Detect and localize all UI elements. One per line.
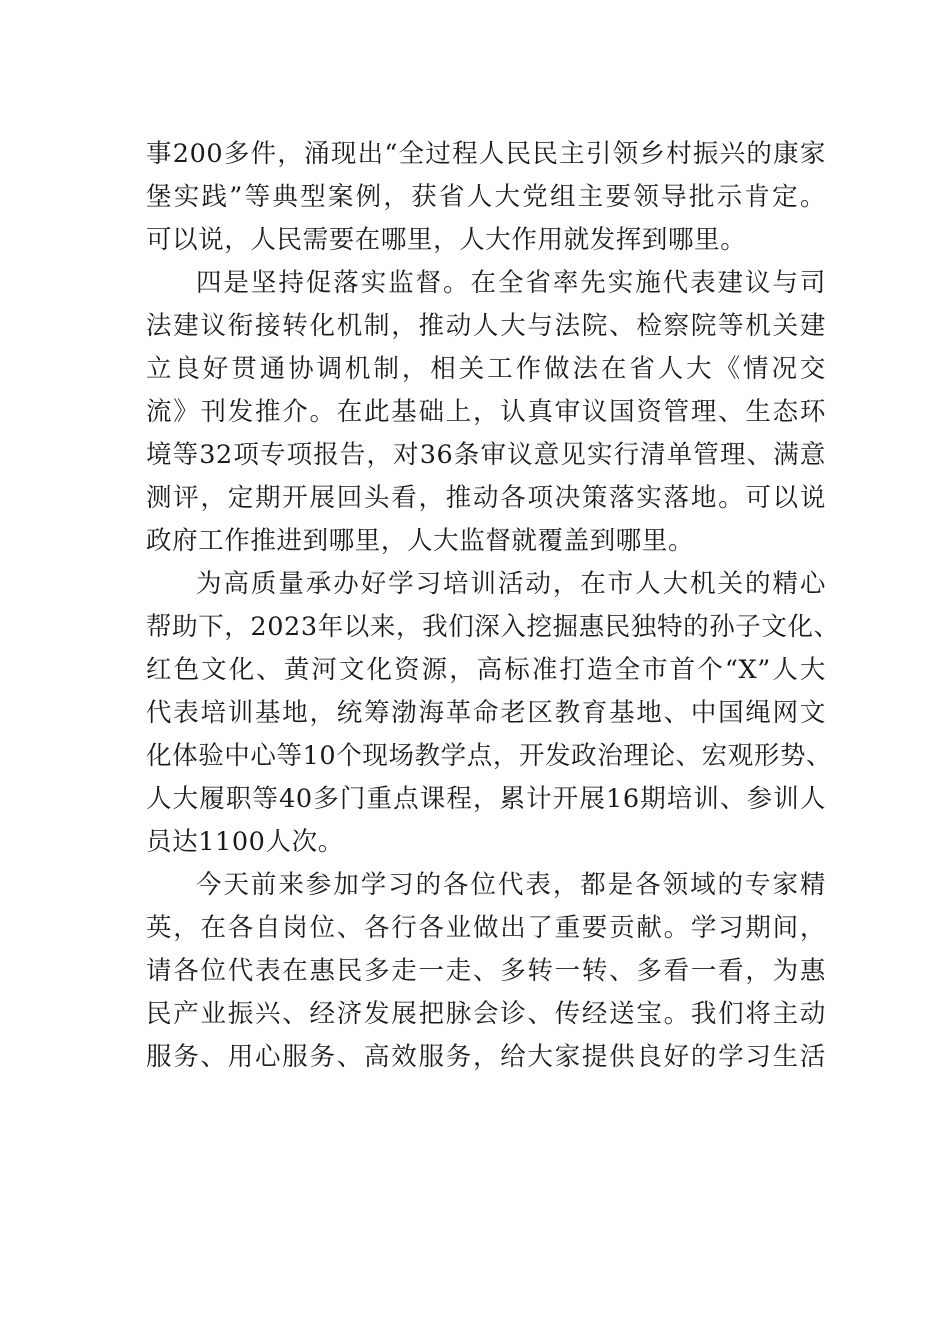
text-line: 化体验中心等10个现场教学点，开发政治理论、宏观形势、 bbox=[146, 741, 833, 771]
text-line: 事200多件，涌现出“全过程人民民主引领乡村振兴的康家 bbox=[146, 139, 826, 169]
text-line: 法建议衔接转化机制，推动人大与法院、检察院等机关建 bbox=[146, 311, 826, 341]
text-line: 境等32项专项报告，对36条审议意见实行清单管理、满意 bbox=[146, 440, 826, 470]
text-line: 政府工作推进到哪里，人大监督就覆盖到哪里。 bbox=[146, 526, 695, 556]
paragraph-first-line: 为高质量承办好学习培训活动，在市人大机关的精心 bbox=[196, 569, 826, 599]
text-line: 代表培训基地，统筹渤海革命老区教育基地、中国绳网文 bbox=[146, 698, 826, 728]
text-line: 可以说，人民需要在哪里，人大作用就发挥到哪里。 bbox=[146, 225, 747, 255]
text-line: 服务、用心服务、高效服务，给大家提供良好的学习生活 bbox=[146, 1042, 826, 1072]
text-line: 民产业振兴、经济发展把脉会诊、传经送宝。我们将主动 bbox=[146, 999, 826, 1029]
text-line: 员达1100人次。 bbox=[146, 827, 344, 857]
text-line: 英，在各自岗位、各行各业做出了重要贡献。学习期间， bbox=[146, 913, 826, 943]
text-line: 流》刊发推介。在此基础上，认真审议国资管理、生态环 bbox=[146, 397, 826, 427]
text-line: 立良好贯通协调机制，相关工作做法在省人大《情况交 bbox=[146, 354, 826, 384]
text-line: 帮助下，2023年以来，我们深入挖掘惠民独特的孙子文化、 bbox=[146, 612, 840, 642]
text-line: 红色文化、黄河文化资源，高标准打造全市首个“X”人大 bbox=[146, 655, 826, 685]
text-line: 堡实践”等典型案例，获省人大党组主要领导批示肯定。 bbox=[146, 182, 826, 212]
paragraph-first-line: 四是坚持促落实监督。在全省率先实施代表建议与司 bbox=[196, 268, 826, 298]
text-line: 测评，定期开展回头看，推动各项决策落实落地。可以说 bbox=[146, 483, 826, 513]
text-line: 人大履职等40多门重点课程，累计开展16期培训、参训人 bbox=[146, 784, 826, 814]
paragraph-first-line: 今天前来参加学习的各位代表，都是各领域的专家精 bbox=[196, 870, 826, 900]
text-line: 请各位代表在惠民多走一走、多转一转、多看一看，为惠 bbox=[146, 956, 826, 986]
